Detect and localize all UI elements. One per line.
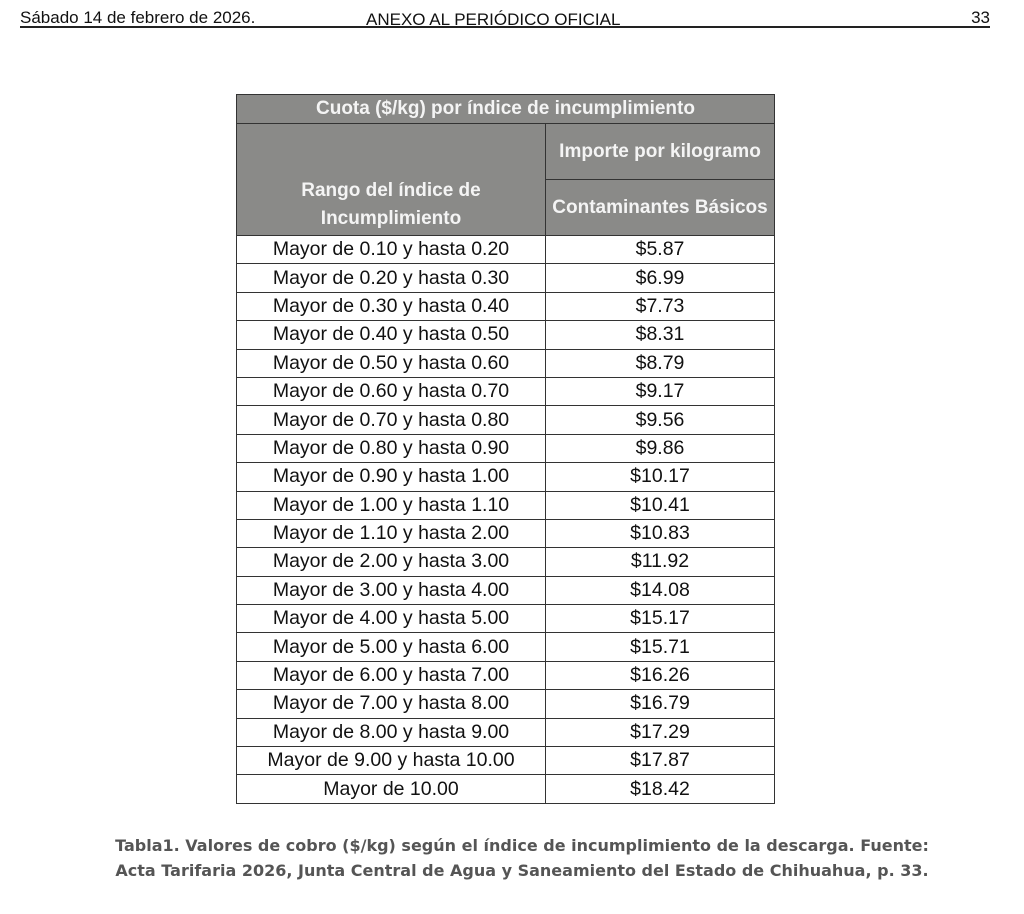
amount-cell: $15.71	[546, 633, 775, 661]
amount-cell: $7.73	[546, 292, 775, 320]
range-cell: Mayor de 1.10 y hasta 2.00	[237, 519, 546, 547]
range-cell: Mayor de 6.00 y hasta 7.00	[237, 661, 546, 689]
col-header-pollutants: Contaminantes Básicos	[546, 180, 775, 236]
table-row	[237, 406, 775, 434]
table-row	[237, 519, 775, 547]
header-title: ANEXO AL PERIÓDICO OFICIAL	[366, 10, 621, 29]
amount-cell: $6.99	[546, 264, 775, 292]
range-cell: Mayor de 10.00	[237, 775, 546, 803]
range-cell: Mayor de 2.00 y hasta 3.00	[237, 548, 546, 576]
table-row	[237, 292, 775, 320]
range-cell: Mayor de 0.10 y hasta 0.20	[237, 236, 546, 264]
amount-cell: $18.42	[546, 775, 775, 803]
table-row	[237, 377, 775, 405]
page-number: 33	[971, 8, 990, 27]
header-date: Sábado 14 de febrero de 2026.	[20, 8, 256, 27]
range-cell: Mayor de 8.00 y hasta 9.00	[237, 718, 546, 746]
table-row	[237, 576, 775, 604]
range-cell: Mayor de 0.60 y hasta 0.70	[237, 377, 546, 405]
amount-cell: $15.17	[546, 605, 775, 633]
table-row	[237, 718, 775, 746]
table-row	[237, 236, 775, 264]
range-cell: Mayor de 0.50 y hasta 0.60	[237, 349, 546, 377]
amount-cell: $10.83	[546, 519, 775, 547]
amount-cell: $9.56	[546, 406, 775, 434]
table-row	[237, 321, 775, 349]
table-row	[237, 264, 775, 292]
range-cell: Mayor de 9.00 y hasta 10.00	[237, 747, 546, 775]
fee-table	[236, 94, 775, 804]
range-cell: Mayor de 1.00 y hasta 1.10	[237, 491, 546, 519]
range-cell: Mayor de 3.00 y hasta 4.00	[237, 576, 546, 604]
table-row	[237, 548, 775, 576]
table-row	[237, 491, 775, 519]
table-row	[237, 434, 775, 462]
table-caption	[82, 833, 962, 883]
amount-cell: $5.87	[546, 236, 775, 264]
table-row	[237, 349, 775, 377]
range-cell: Mayor de 4.00 y hasta 5.00	[237, 605, 546, 633]
range-cell: Mayor de 0.20 y hasta 0.30	[237, 264, 546, 292]
page-header	[20, 6, 990, 28]
range-cell: Mayor de 0.80 y hasta 0.90	[237, 434, 546, 462]
amount-cell: $9.17	[546, 377, 775, 405]
amount-cell: $10.17	[546, 463, 775, 491]
amount-cell: $16.79	[546, 690, 775, 718]
amount-cell: $10.41	[546, 491, 775, 519]
range-cell: Mayor de 0.90 y hasta 1.00	[237, 463, 546, 491]
amount-cell: $9.86	[546, 434, 775, 462]
table-row	[237, 690, 775, 718]
col-header-amount: Importe por kilogramo	[546, 124, 775, 180]
table-row	[237, 463, 775, 491]
amount-cell: $11.92	[546, 548, 775, 576]
amount-cell: $8.31	[546, 321, 775, 349]
table-row	[237, 661, 775, 689]
col-header-range: Rango del índice de Incumplimiento	[237, 124, 546, 236]
caption-line-1: Tabla1. Valores de cobro ($/kg) según el índice de incumplimiento de la descarga. Fuente:	[115, 836, 929, 855]
range-cell: Mayor de 7.00 y hasta 8.00	[237, 690, 546, 718]
table-row	[237, 747, 775, 775]
amount-cell: $8.79	[546, 349, 775, 377]
table-row	[237, 775, 775, 803]
caption-line-2: Acta Tarifaria 2026, Junta Central de Agua y Saneamiento del Estado de Chihuahua, p. 33.	[115, 861, 929, 880]
range-cell: Mayor de 5.00 y hasta 6.00	[237, 633, 546, 661]
range-cell: Mayor de 0.40 y hasta 0.50	[237, 321, 546, 349]
amount-cell: $14.08	[546, 576, 775, 604]
table-row	[237, 633, 775, 661]
table-row	[237, 605, 775, 633]
amount-cell: $16.26	[546, 661, 775, 689]
range-cell: Mayor de 0.30 y hasta 0.40	[237, 292, 546, 320]
amount-cell: $17.87	[546, 747, 775, 775]
amount-cell: $17.29	[546, 718, 775, 746]
table-title: Cuota ($/kg) por índice de incumplimiento	[237, 95, 775, 124]
range-cell: Mayor de 0.70 y hasta 0.80	[237, 406, 546, 434]
